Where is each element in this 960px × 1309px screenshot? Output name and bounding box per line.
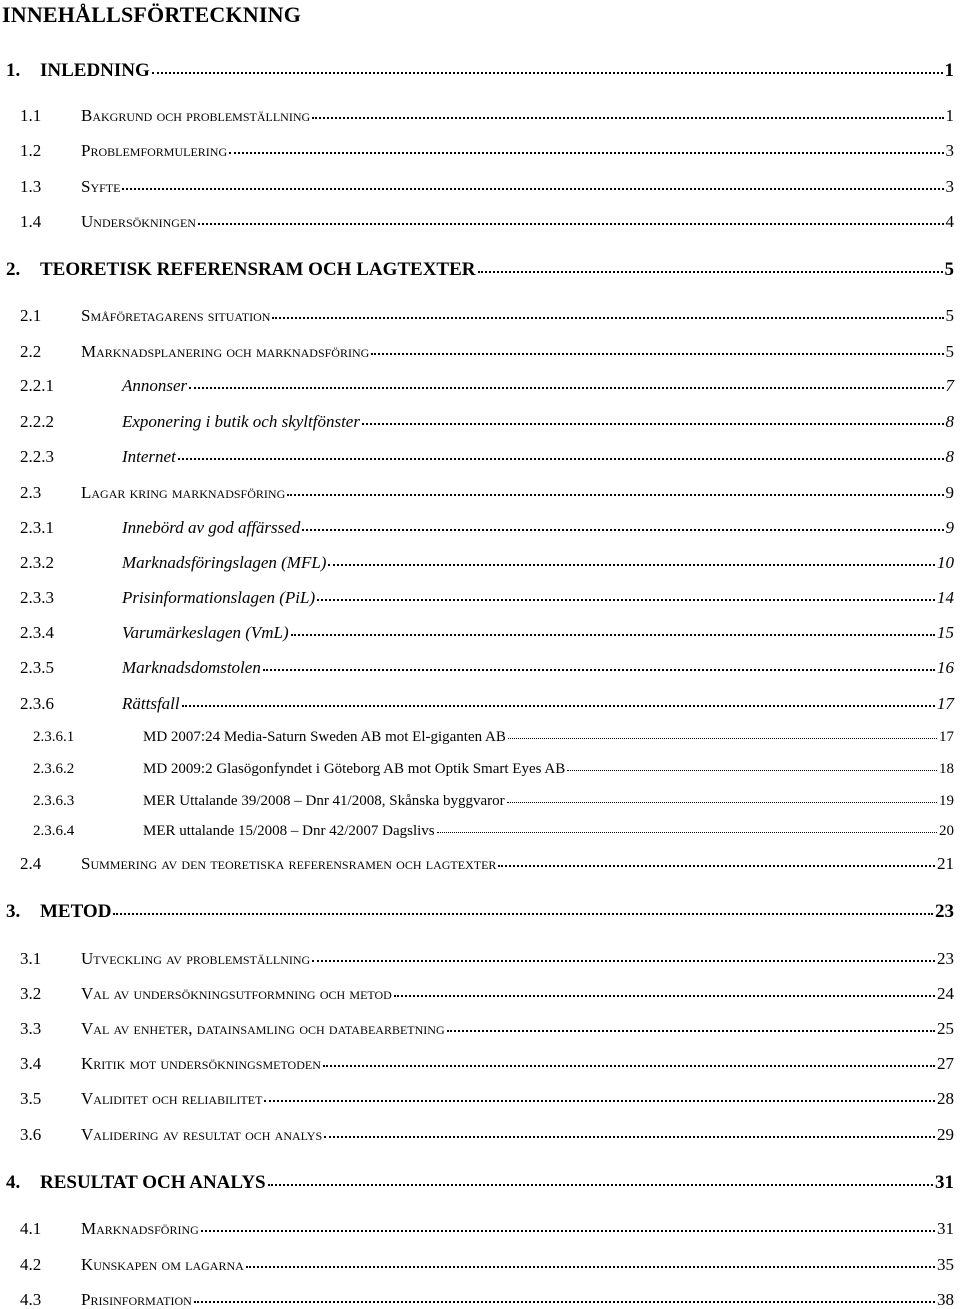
- toc-entry[interactable]: [20, 624, 954, 641]
- toc-entry-title: Val av enheter, datainsamling och databearbetning: [81, 1019, 445, 1038]
- dot-leader: [507, 802, 937, 803]
- dot-leader: [113, 913, 933, 915]
- toc-entry-title: Validitet och reliabilitet: [81, 1089, 263, 1108]
- toc-entry[interactable]: [20, 178, 954, 195]
- toc-entry-page: 28: [937, 1089, 954, 1108]
- toc-entry-number: 2.3.1: [20, 518, 54, 537]
- toc-entry-title: MD 2007:24 Media-Saturn Sweden AB mot El-giganten AB: [143, 729, 506, 745]
- dot-leader: [567, 770, 937, 771]
- toc-entry-page: 27: [937, 1054, 954, 1073]
- toc-entry-title: Summering av den teoretiska referensramen och lagtexter: [81, 854, 497, 873]
- toc-entry-number: 3.2: [20, 984, 42, 1003]
- toc-entry[interactable]: [20, 695, 954, 712]
- toc-entry[interactable]: [20, 659, 954, 676]
- dot-leader: [194, 1301, 935, 1303]
- dot-leader: [198, 223, 944, 225]
- toc-entry-page: 9: [945, 518, 954, 537]
- toc-entry-page: 5: [945, 342, 954, 361]
- dot-leader: [498, 865, 935, 867]
- toc-entry[interactable]: [20, 554, 954, 571]
- toc-entry-number: 3.6: [20, 1125, 42, 1144]
- toc-entry-number: 2.3.6: [20, 694, 54, 713]
- toc-entry[interactable]: [20, 1020, 954, 1037]
- toc-entry[interactable]: [6, 902, 954, 921]
- dot-leader: [201, 1230, 935, 1232]
- toc-entry[interactable]: [20, 484, 954, 501]
- toc-entry-number: 2.3: [20, 483, 42, 502]
- toc-entry[interactable]: [20, 589, 954, 606]
- toc-entry-number: 2.2.2: [20, 412, 54, 431]
- toc-entry[interactable]: [20, 950, 954, 967]
- toc-entry[interactable]: [6, 1173, 954, 1192]
- toc-entry-title: TEORETISK REFERENSRAM OCH LAGTEXTER: [40, 259, 476, 280]
- toc-entry[interactable]: [20, 1126, 954, 1143]
- toc-entry-number: 2.3.6.3: [33, 793, 75, 809]
- toc-entry-page: 1: [945, 106, 954, 125]
- toc-entry-number: 1.2: [20, 141, 42, 160]
- dot-leader: [508, 738, 937, 739]
- toc-entry-title: Marknadsdomstolen: [122, 658, 261, 677]
- dot-leader: [328, 564, 935, 566]
- toc-entry-title: MER Uttalande 39/2008 – Dnr 41/2008, Skånska byggvaror: [143, 793, 505, 809]
- dot-leader: [229, 152, 943, 154]
- toc-entry-number: 2.3.6.2: [33, 761, 75, 777]
- toc-entry-title: Bakgrund och problemställning: [81, 106, 311, 125]
- toc-entry-page: 3: [945, 141, 954, 160]
- toc-entry-page: 5: [945, 306, 954, 325]
- toc-entry-number: 3.: [6, 901, 21, 922]
- toc-entry-page: 24: [937, 984, 954, 1003]
- toc-entry[interactable]: [20, 307, 954, 324]
- toc-entry-number: 2.3.6.1: [33, 729, 75, 745]
- dot-leader: [447, 1030, 935, 1032]
- toc-entry-title: MD 2009:2 Glasögonfyndet i Göteborg AB mot Optik Smart Eyes AB: [143, 761, 566, 777]
- toc-entry-title: Problemformulering: [81, 141, 228, 160]
- toc-entry-page: 8: [945, 412, 954, 431]
- toc-entry[interactable]: [20, 1055, 954, 1072]
- toc-entry-number: 2.3.5: [20, 658, 54, 677]
- toc-entry-page: 15: [937, 623, 954, 642]
- toc-entry-page: 29: [937, 1125, 954, 1144]
- dot-leader: [323, 1065, 935, 1067]
- dot-leader: [263, 669, 935, 671]
- dot-leader: [291, 634, 935, 636]
- toc-entry-number: 1.4: [20, 212, 42, 231]
- toc-entry-number: 1.: [6, 60, 21, 81]
- toc-entry[interactable]: [20, 519, 954, 536]
- toc-entry-number: 2.: [6, 259, 21, 280]
- toc-entry-title: Varumärkeslagen (VmL): [122, 623, 289, 642]
- toc-entry-title: Annonser: [122, 376, 188, 395]
- dot-leader: [437, 832, 937, 833]
- dot-leader: [182, 705, 935, 707]
- dot-leader: [264, 1100, 935, 1102]
- toc-entry-number: 4.3: [20, 1290, 42, 1309]
- toc-entry-page: 17: [937, 694, 954, 713]
- toc-entry[interactable]: [33, 794, 954, 809]
- dot-leader: [371, 353, 943, 355]
- toc-entry[interactable]: [33, 762, 954, 777]
- dot-leader: [122, 188, 943, 190]
- toc-entry-number: 2.3.2: [20, 553, 54, 572]
- dot-leader: [246, 1266, 935, 1268]
- dot-leader: [302, 529, 943, 531]
- dot-leader: [362, 423, 944, 425]
- toc-entry-page: 7: [945, 376, 954, 395]
- dot-leader: [317, 599, 935, 601]
- toc-heading: INNEHÅLLSFÖRTECKNING: [2, 2, 302, 27]
- toc-entry[interactable]: [20, 1090, 954, 1107]
- toc-entry-number: 2.3.6.4: [33, 823, 75, 839]
- toc-entry-page: 4: [945, 212, 954, 231]
- toc-entry-title: Prisinformation: [81, 1290, 192, 1309]
- toc-entry-title: Innebörd av god affärssed: [122, 518, 301, 537]
- dot-leader: [268, 1184, 933, 1186]
- toc-entry-page: 5: [944, 259, 954, 280]
- dot-leader: [324, 1136, 935, 1138]
- toc-entry-number: 2.2: [20, 342, 42, 361]
- toc-entry-page: 1: [944, 60, 954, 81]
- toc-entry-number: 4.2: [20, 1255, 42, 1274]
- toc-entry-page: 31: [937, 1219, 954, 1238]
- toc-entry[interactable]: [20, 1256, 954, 1273]
- toc-entry[interactable]: [20, 1291, 954, 1308]
- toc-entry-title: Prisinformationslagen (PiL): [122, 588, 316, 607]
- toc-entry[interactable]: [33, 730, 954, 745]
- toc-entry[interactable]: [20, 142, 954, 159]
- dot-leader: [152, 72, 943, 74]
- toc-entry-number: 4.1: [20, 1219, 42, 1238]
- toc-entry-page: 9: [945, 483, 954, 502]
- toc-entry[interactable]: [20, 343, 954, 360]
- toc-entry-title: Validering av resultat och analys: [81, 1125, 323, 1144]
- toc-entry[interactable]: [20, 377, 954, 394]
- toc-entry-page: 8: [945, 447, 954, 466]
- toc-entry-page: 16: [937, 658, 954, 677]
- toc-entry-title: MER uttalande 15/2008 – Dnr 42/2007 Dagslivs: [143, 823, 435, 839]
- toc-entry[interactable]: [20, 1220, 954, 1237]
- toc-entry-number: 1.3: [20, 177, 42, 196]
- toc-entry-number: 2.4: [20, 854, 42, 873]
- toc-entry-title: Marknadsföring: [81, 1219, 199, 1238]
- toc-entry-page: 20: [939, 823, 954, 839]
- dot-leader: [312, 960, 935, 962]
- toc-entry-title: RESULTAT OCH ANALYS: [40, 1172, 266, 1193]
- toc-entry-title: Marknadsföringslagen (MFL): [122, 553, 327, 572]
- toc-entry-title: Utveckling av problemställning: [81, 949, 311, 968]
- dot-leader: [394, 995, 935, 997]
- toc-entry-title: Rättsfall: [122, 694, 180, 713]
- toc-entry-page: 23: [937, 949, 954, 968]
- toc-entry-number: 3.3: [20, 1019, 42, 1038]
- toc-entry-number: 2.3.4: [20, 623, 54, 642]
- toc-entry-title: Marknadsplanering och marknadsföring: [81, 342, 370, 361]
- dot-leader: [478, 271, 943, 273]
- toc-entry-title: INLEDNING: [40, 60, 150, 81]
- toc-entry-page: 31: [935, 1172, 954, 1193]
- toc-entry[interactable]: [6, 61, 954, 80]
- toc-entry-page: 14: [937, 588, 954, 607]
- toc-entry-page: 17: [939, 729, 954, 745]
- toc-entry-title: Val av undersökningsutformning och metod: [81, 984, 392, 1003]
- toc-entry-page: 35: [937, 1255, 954, 1274]
- toc-entry-number: 2.3.3: [20, 588, 54, 607]
- toc-entry-page: 10: [937, 553, 954, 572]
- toc-entry-title: Småföretagarens situation: [81, 306, 271, 325]
- toc-entry-title: METOD: [40, 901, 112, 922]
- dot-leader: [189, 387, 943, 389]
- toc-entry-number: 3.1: [20, 949, 42, 968]
- toc-entry-page: 18: [939, 761, 954, 777]
- toc-entry[interactable]: [20, 213, 954, 230]
- toc-entry-page: 3: [945, 177, 954, 196]
- toc-entry-number: 4.: [6, 1172, 21, 1193]
- toc-entry-title: Lagar kring marknadsföring: [81, 483, 286, 502]
- toc-entry-page: 19: [939, 793, 954, 809]
- toc-entry-title: Undersökningen: [81, 212, 196, 231]
- toc-entry-number: 2.2.1: [20, 376, 54, 395]
- toc-entry-number: 2.1: [20, 306, 42, 325]
- toc-entry-title: Exponering i butik och skyltfönster: [122, 412, 360, 431]
- toc-entry-number: 1.1: [20, 106, 42, 125]
- toc-entry[interactable]: [33, 824, 954, 839]
- toc-entry[interactable]: [20, 448, 954, 465]
- toc-entry-page: 38: [937, 1290, 954, 1309]
- toc-entry-page: 25: [937, 1019, 954, 1038]
- toc-entry-title: Kritik mot undersökningsmetoden: [81, 1054, 321, 1073]
- toc-entry-page: 23: [935, 901, 954, 922]
- toc-entry-title: Internet: [122, 447, 176, 466]
- toc-entry-page: 21: [937, 854, 954, 873]
- toc-entry-title: Kunskapen om lagarna: [81, 1255, 244, 1274]
- dot-leader: [312, 117, 943, 119]
- toc-entry[interactable]: [20, 107, 954, 124]
- toc-entry[interactable]: [20, 413, 954, 430]
- dot-leader: [272, 317, 943, 319]
- toc-entry-title: Syfte: [81, 177, 121, 196]
- toc-entry-number: 2.2.3: [20, 447, 54, 466]
- toc-entry-number: 3.4: [20, 1054, 42, 1073]
- toc-entry-number: 3.5: [20, 1089, 42, 1108]
- toc-entry[interactable]: [20, 985, 954, 1002]
- toc-entry[interactable]: [6, 260, 954, 279]
- dot-leader: [178, 458, 944, 460]
- dot-leader: [287, 494, 943, 496]
- toc-entry[interactable]: [20, 855, 954, 872]
